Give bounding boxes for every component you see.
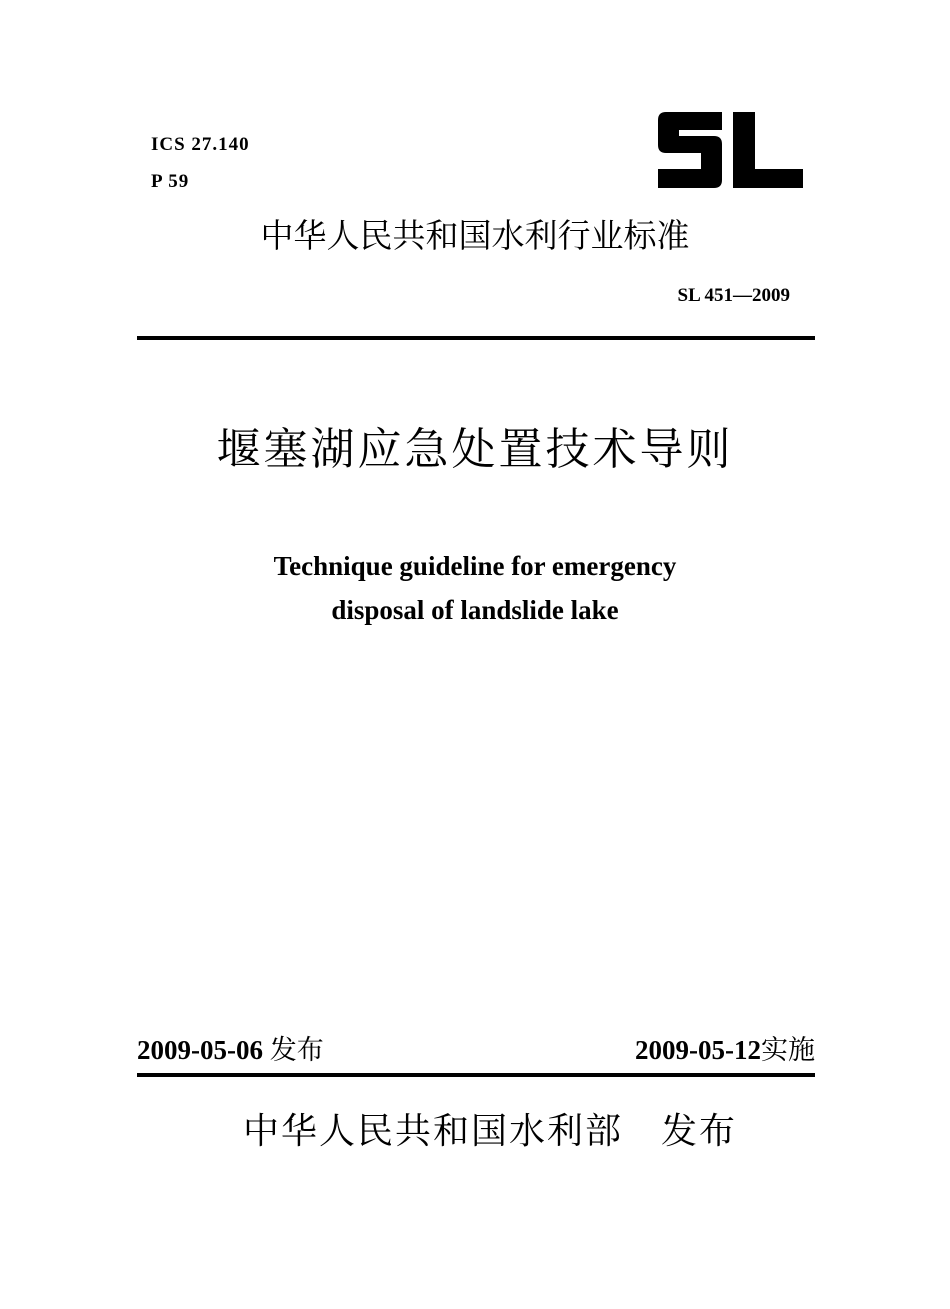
implement-label: 实施 <box>761 1035 815 1066</box>
issuer-line <box>243 1106 737 1158</box>
ics-code: ICS 27.140 <box>151 134 250 155</box>
top-divider <box>137 336 815 340</box>
title-chinese: 堰塞湖应急处置技术导则 <box>216 424 734 475</box>
issuer-action: 发布 <box>661 1111 738 1152</box>
implement-date: 2009-05-12 <box>635 1035 761 1065</box>
sl-logo <box>652 112 804 190</box>
bottom-divider <box>137 1073 815 1077</box>
standard-category: 中华人民共和国水利行业标准 <box>260 216 690 255</box>
issue-date: 2009-05-06 <box>137 1035 263 1065</box>
issuer-name: 中华人民共和国水利部 <box>243 1111 624 1152</box>
issue-date-line <box>137 1032 324 1069</box>
standard-number: SL 451—2009 <box>677 285 790 306</box>
sl-logo-l-shape <box>733 112 803 188</box>
implement-date-line <box>635 1032 815 1069</box>
sl-logo-s-shape <box>658 112 722 188</box>
title-english <box>0 544 950 632</box>
issue-label: 发布 <box>269 1035 324 1066</box>
ccs-code: P 59 <box>151 171 190 192</box>
title-english-line-1: Technique guideline for emergency <box>273 551 677 581</box>
title-english-line-2: disposal of landslide lake <box>331 595 619 625</box>
